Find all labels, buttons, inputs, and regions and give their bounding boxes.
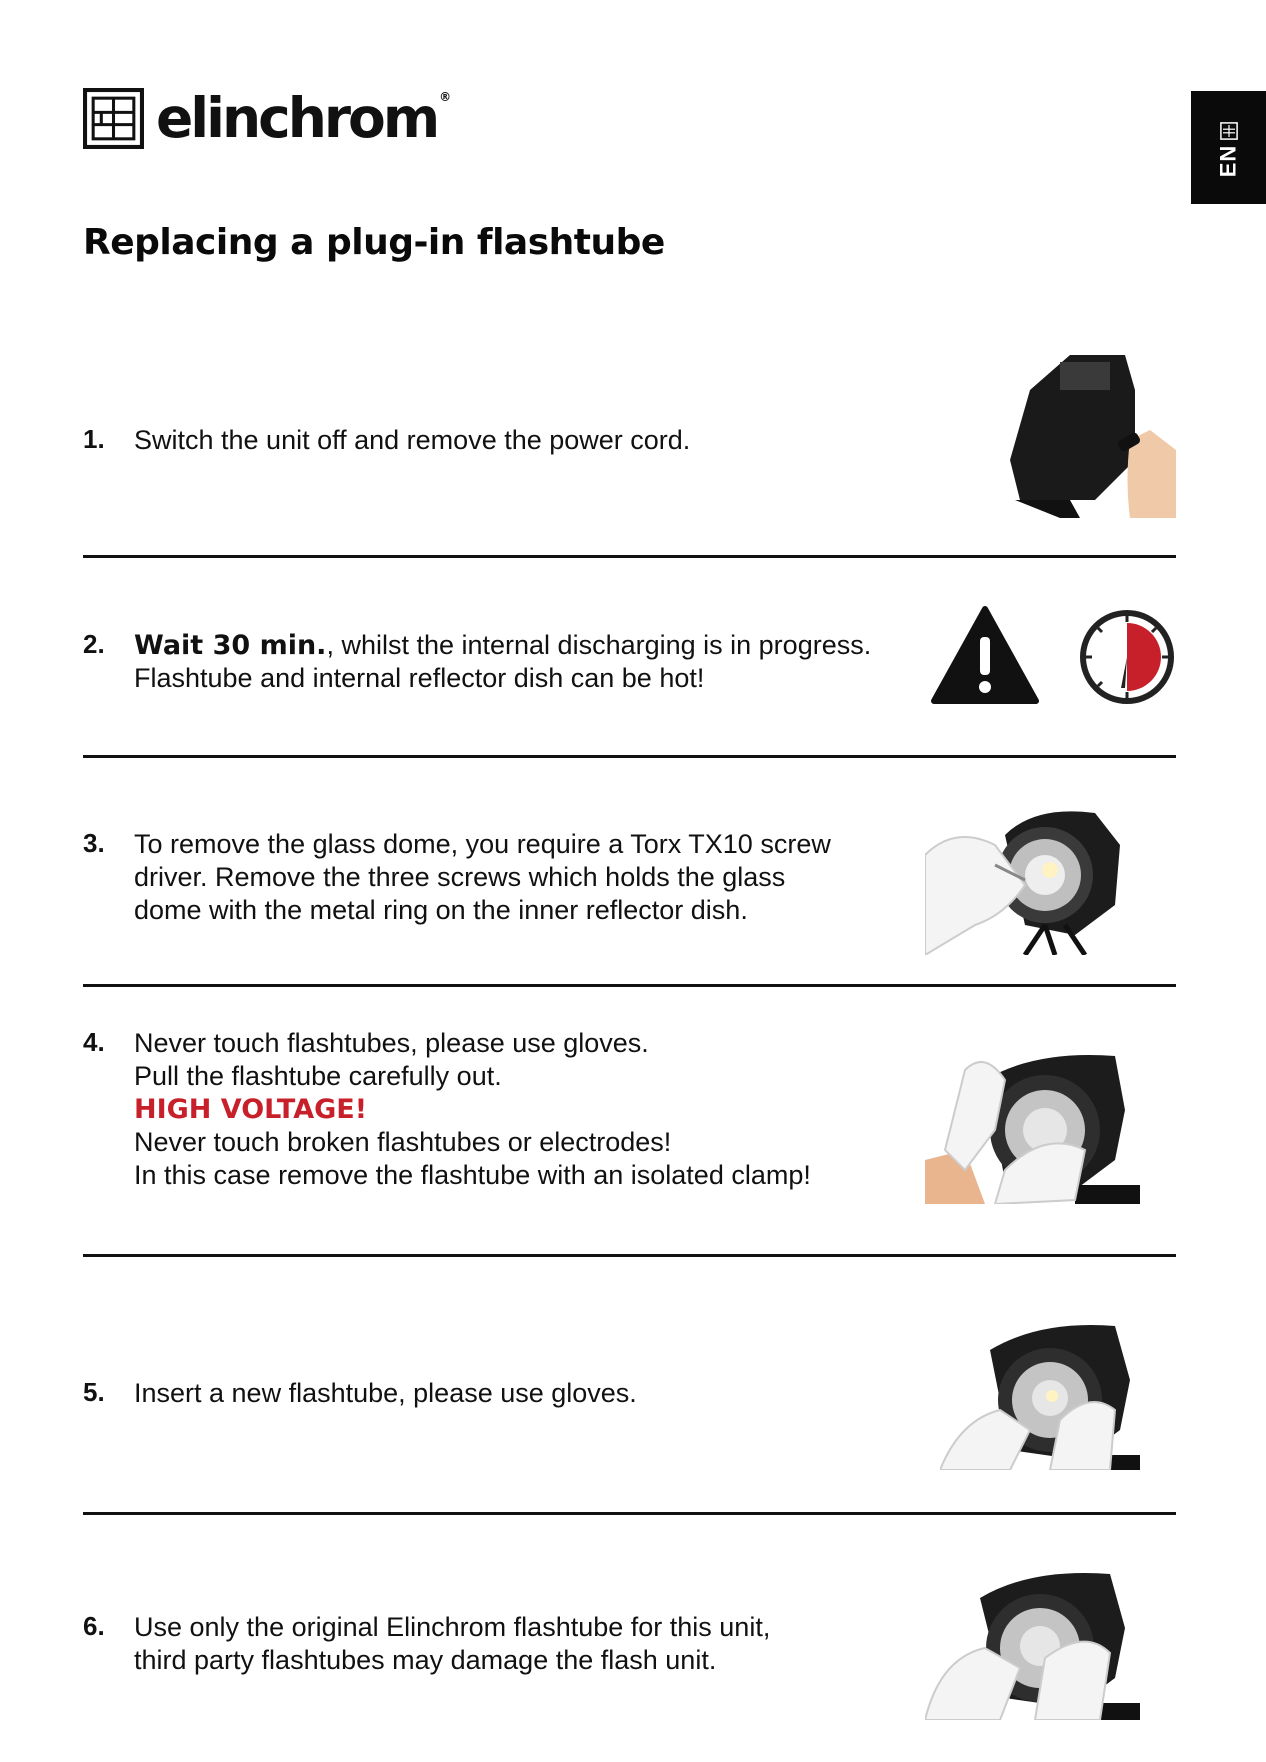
warning-triangle-icon: [930, 605, 1040, 705]
step-text: To remove the glass dome, you require a Torx TX10 screw driver. Remove the three screws which holds the glass dome with the metal ring on the inner reflector dish.: [134, 829, 831, 925]
step-bold-lead: Wait 30 min.: [134, 630, 327, 661]
pull-flashtube-photo: [925, 1050, 1140, 1204]
step-text: Insert a new flashtube, please use gloves.: [134, 1378, 637, 1408]
step-number: 2.: [83, 629, 105, 659]
divider: [83, 1254, 1176, 1257]
registered-mark: ®: [439, 90, 449, 104]
timer-icon: [1078, 608, 1176, 706]
step-text: Never touch flashtubes, please use gloves. Pull the flashtube carefully out. HIGH VOLTAGE! Never touch broken flashtubes or electrodes! In this case remove the flashtube with an isolated clamp!: [134, 1027, 934, 1192]
step-number: 3.: [83, 828, 105, 858]
original-flashtube-photo: [925, 1568, 1140, 1720]
step-text: Use only the original Elinchrom flashtube for this unit, third party flashtubes may damage the flash unit.: [134, 1612, 771, 1675]
remove-glass-dome-photo: [925, 805, 1125, 955]
step-text: Wait 30 min., whilst the internal discharging is in progress. Flashtube and internal reflector dish can be hot!: [134, 630, 872, 693]
step-number: 5.: [83, 1377, 105, 1407]
page-title: Replacing a plug-in flashtube: [83, 222, 665, 263]
high-voltage-warning: HIGH VOLTAGE!: [134, 1094, 368, 1125]
divider: [83, 555, 1176, 558]
insert-flashtube-photo: [940, 1320, 1140, 1470]
brand-logo: [83, 88, 448, 149]
divider: [83, 984, 1176, 987]
step-number: 1.: [83, 424, 105, 454]
divider: [83, 755, 1176, 758]
language-code: EN: [1215, 144, 1241, 177]
divider: [83, 1512, 1176, 1515]
step-text: Switch the unit off and remove the power cord.: [134, 425, 691, 455]
flash-unit-power-cord-photo: [1000, 350, 1176, 518]
brand-wordmark: elinchrom ®: [156, 86, 449, 150]
step-number: 6.: [83, 1611, 105, 1641]
step-number: 4.: [83, 1027, 105, 1057]
language-tab: [1191, 91, 1266, 204]
logo-mark-small-icon: [1220, 122, 1238, 140]
logo-mark-icon: [83, 88, 144, 149]
